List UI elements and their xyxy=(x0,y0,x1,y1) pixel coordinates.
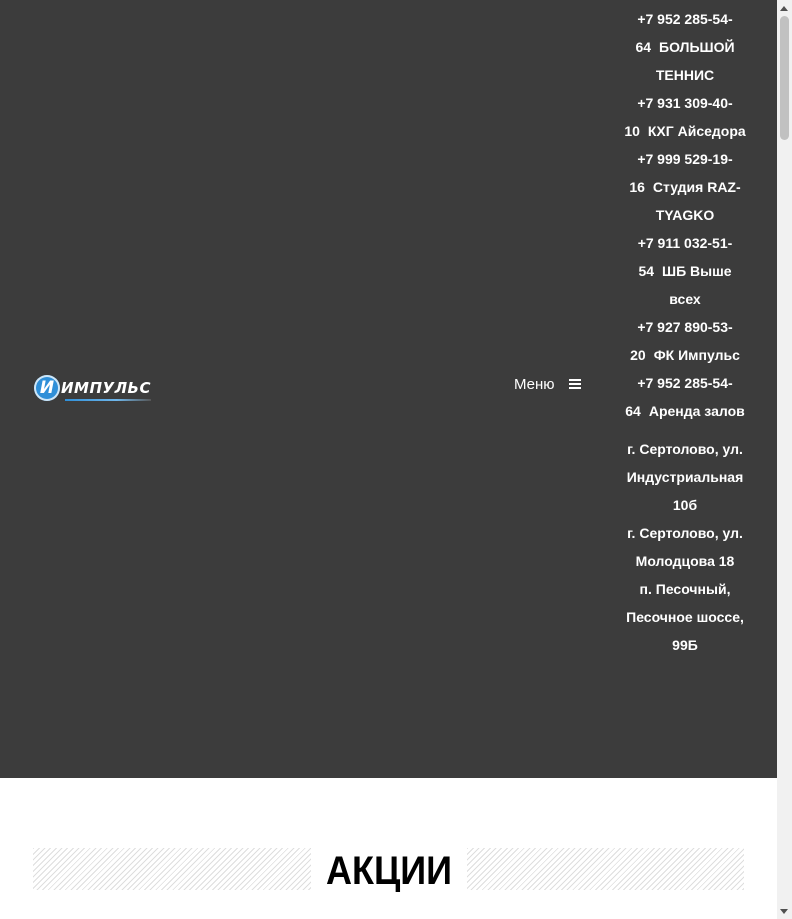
contact-item xyxy=(622,89,748,145)
contact-name: БОЛЬШОЙ ТЕННИС xyxy=(655,39,735,83)
contact-name: Аренда залов xyxy=(648,403,745,419)
contacts-list xyxy=(622,5,748,659)
logo-mark-icon: И xyxy=(34,375,60,401)
address-item: г. Сертолово, ул. Молодцова 18 xyxy=(627,525,743,569)
contact-item xyxy=(622,229,748,313)
contact-item xyxy=(622,369,748,425)
hamburger-icon xyxy=(569,379,581,389)
contact-phone-link[interactable]: +7 911 032-51-54 xyxy=(637,235,733,279)
promo-title: АКЦИИ xyxy=(325,849,453,893)
contact-item xyxy=(622,313,748,369)
scroll-down-arrow-icon[interactable] xyxy=(780,909,788,914)
contact-phone-link[interactable]: +7 931 309-40-10 xyxy=(624,95,733,139)
contact-name: Студия RAZ-TYAGKO xyxy=(652,179,741,223)
contact-phone-link[interactable]: +7 999 529-19-16 xyxy=(629,151,733,195)
contact-item xyxy=(622,5,748,89)
logo-text: ИМПУЛЬС xyxy=(61,378,151,397)
address-list xyxy=(622,435,748,659)
scroll-up-arrow-icon[interactable] xyxy=(780,6,788,11)
contact-phone-link[interactable]: +7 952 285-54-64 xyxy=(625,375,733,419)
menu-button[interactable] xyxy=(514,372,581,396)
contact-name: ШБ Выше всех xyxy=(662,263,732,307)
decorative-stripe xyxy=(467,848,744,890)
address-item: п. Песочный, Песочное шоссе, 99Б xyxy=(626,581,744,653)
contact-name: ФК Импульс xyxy=(653,347,740,363)
contact-phone-link[interactable]: +7 952 285-54-64 xyxy=(635,11,733,55)
contact-item xyxy=(622,145,748,229)
decorative-stripe xyxy=(33,848,311,890)
scrollbar-thumb[interactable] xyxy=(780,16,789,140)
address-item: г. Сертолово, ул. Индустриальная 10б xyxy=(626,441,744,513)
contact-name: КХГ Айседора xyxy=(647,123,746,139)
page-scrollbar[interactable] xyxy=(777,0,792,919)
contact-phone-link[interactable]: +7 927 890-53-20 xyxy=(630,319,733,363)
promo-section xyxy=(0,778,777,919)
site-logo[interactable] xyxy=(34,374,154,402)
menu-label: Меню xyxy=(514,375,555,393)
